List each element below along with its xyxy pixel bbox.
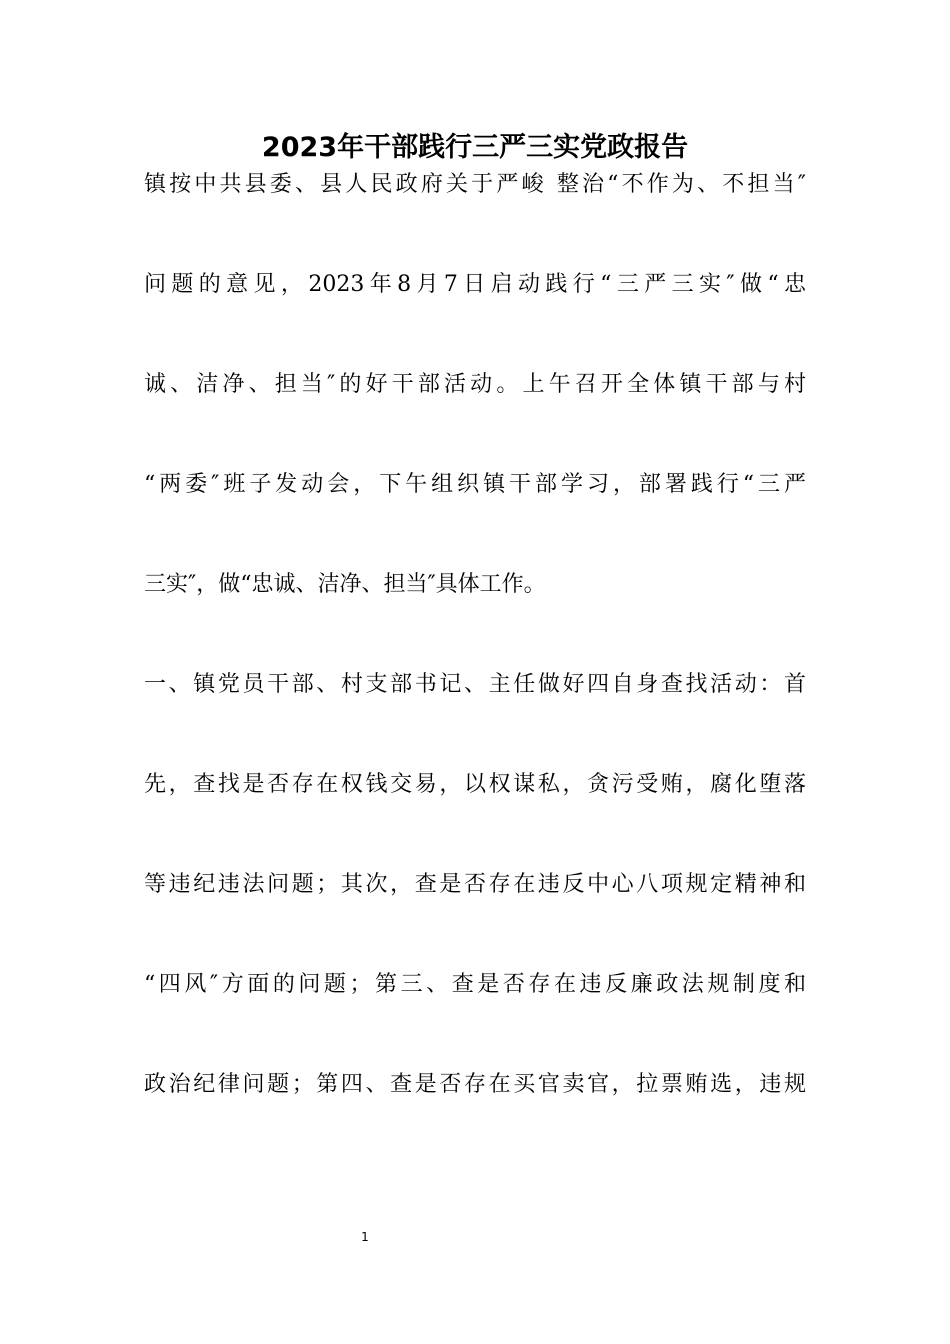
paragraph-line-2: 问题的意见，2023年8月7日启动践行“三严三实″做“忠: [144, 272, 806, 297]
paragraph-line-1: 镇按中共县委、县人民政府关于严峻 整治“不作为、不担当″: [144, 172, 806, 197]
page-number: 1: [361, 1230, 369, 1244]
paragraph-line-8: 等违纪违法问题；其次，查是否存在违反中心八项规定精神和: [144, 872, 806, 897]
paragraph-line-7: 先，查找是否存在权钱交易，以权谋私，贪污受贿，腐化堕落: [144, 772, 806, 797]
paragraph-line-5: 三实″，做“忠诚、洁净、担当″具体工作。: [144, 572, 546, 597]
paragraph-line-6: 一、镇党员干部、村支部书记、主任做好四自身查找活动：首: [144, 672, 806, 697]
paragraph-line-3: 诚、洁净、担当″的好干部活动。上午召开全体镇干部与村: [144, 372, 806, 397]
paragraph-line-9: “四风″方面的问题；第三、查是否存在违反廉政法规制度和: [144, 972, 806, 997]
paragraph-line-10: 政治纪律问题；第四、查是否存在买官卖官，拉票贿选，违规: [144, 1072, 806, 1097]
paragraph-line-4: “两委″班子发动会，下午组织镇干部学习，部署践行“三严: [144, 472, 806, 497]
document-title: 2023年干部践行三严三实党政报告: [261, 132, 689, 163]
